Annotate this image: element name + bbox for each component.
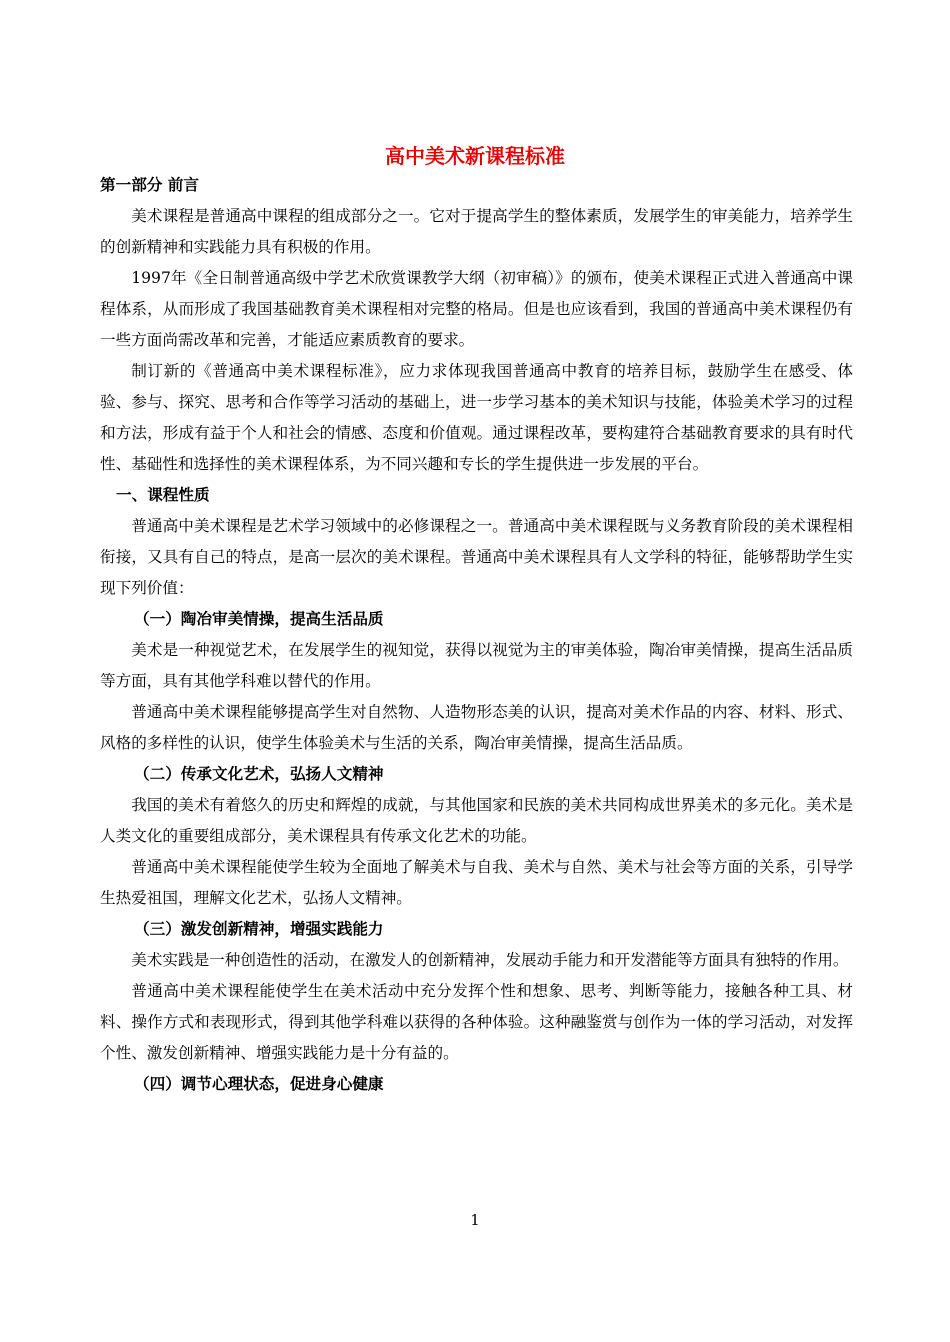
subsection-heading-3: （三）激发创新精神，增强实践能力 [134, 920, 384, 938]
subsection-heading-2: （二）传承文化艺术，弘扬人文精神 [134, 765, 384, 783]
page-number: 1 [470, 1211, 480, 1229]
intro-paragraph-1: 美术课程是普通高中课程的组成部分之一。它对于提高学生的整体素质，发展学生的审美能力，培养学生的创新精神和实践能力具有积极的作用。 [100, 207, 853, 256]
subsection-1-paragraph-1: 美术是一种视觉艺术，在发展学生的视知觉，获得以视觉为主的审美体验，陶冶审美情操，提高生活品质等方面，具有其他学科难以替代的作用。 [100, 641, 853, 690]
subsection-2-paragraph-1: 我国的美术有着悠久的历史和辉煌的成就，与其他国家和民族的美术共同构成世界美术的多元化。美术是人类文化的重要组成部分，美术课程具有传承文化艺术的功能。 [100, 796, 853, 845]
document-body [100, 170, 853, 1100]
subsection-3-paragraph-2: 普通高中美术课程能使学生在美术活动中充分发挥个性和想象、思考、判断等能力，接触各种工具、材料、操作方式和表现形式，得到其他学科难以获得的各种体验。这种融鉴赏与创作为一体的学习活动，对发挥个性、激发创新精神、增强实践能力是十分有益的。 [100, 982, 853, 1062]
intro-paragraph-2: 1997年《全日制普通高级中学艺术欣赏课教学大纲（初审稿）》的颁布，使美术课程正式进入普通高中课程体系，从而形成了我国基础教育美术课程相对完整的格局。但是也应该看到，我国的普通高中美术课程仍有一些方面尚需改革和完善，才能适应素质教育的要求。 [100, 269, 853, 349]
part-heading: 第一部分 前言 [100, 176, 199, 194]
section-heading-course-nature: 一、课程性质 [116, 486, 210, 504]
subsection-heading-1: （一）陶冶审美情操，提高生活品质 [134, 610, 384, 628]
subsection-3-paragraph-1: 美术实践是一种创造性的活动，在激发人的创新精神，发展动手能力和开发潜能等方面具有独特的作用。 [131, 951, 849, 969]
section-paragraph-1: 普通高中美术课程是艺术学习领域中的必修课程之一。普通高中美术课程既与义务教育阶段的美术课程相衔接，又具有自己的特点，是高一层次的美术课程。普通高中美术课程具有人文学科的特征，能够帮助学生实现下列价值： [100, 517, 853, 597]
intro-paragraph-3: 制订新的《普通高中美术课程标准》，应力求体现我国普通高中教育的培养目标，鼓励学生在感受、体验、参与、探究、思考和合作等学习活动的基础上，进一步学习基本的美术知识与技能，体验美术学习的过程和方法，形成有益于个人和社会的情感、态度和价值观。通过课程改革，要构建符合基础教育要求的具有时代性、基础性和选择性的美术课程体系，为不同兴趣和专长的学生提供进一步发展的平台。 [100, 362, 853, 473]
document-title: 高中美术新课程标准 [385, 144, 565, 168]
subsection-heading-4: （四）调节心理状态，促进身心健康 [134, 1075, 384, 1093]
subsection-1-paragraph-2: 普通高中美术课程能够提高学生对自然物、人造物形态美的认识，提高对美术作品的内容、材料、形式、风格的多样性的认识，使学生体验美术与生活的关系，陶冶审美情操，提高生活品质。 [100, 703, 853, 752]
subsection-2-paragraph-2: 普通高中美术课程能使学生较为全面地了解美术与自我、美术与自然、美术与社会等方面的关系，引导学生热爱祖国，理解文化艺术，弘扬人文精神。 [100, 858, 853, 907]
